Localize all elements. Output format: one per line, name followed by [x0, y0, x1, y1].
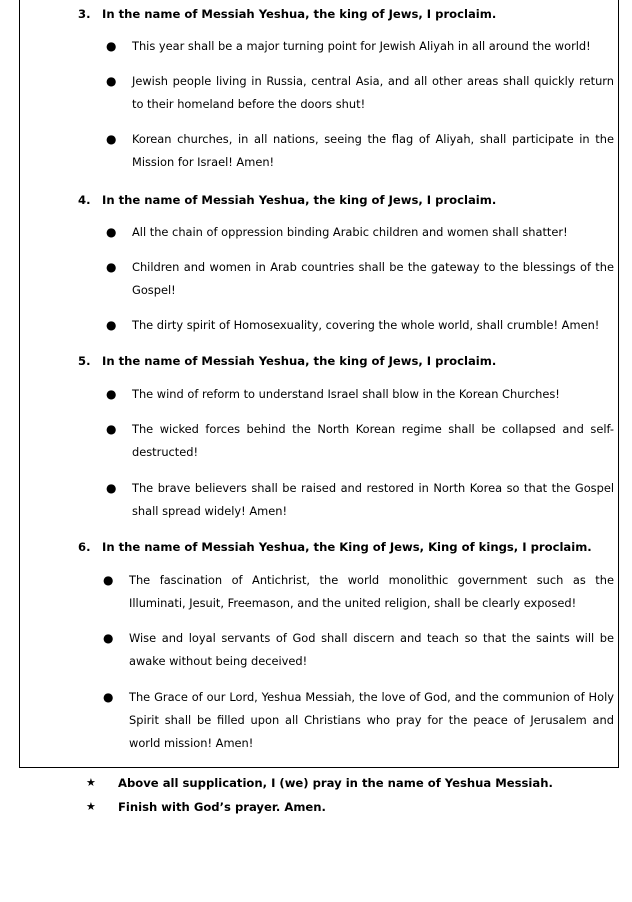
bullet-icon: ●: [106, 387, 117, 401]
list-item-text: The Grace of our Lord, Yeshua Messiah, the love of God, and the communion of Holy Spirit shall be filled upon all Christians who pray for the peace of Jerusalem and world mission! Amen!: [129, 690, 614, 750]
list-item-text: The wind of reform to understand Israel shall blow in the Korean Churches!: [132, 387, 560, 401]
bullet-icon: ●: [103, 690, 114, 704]
star-icon: ★: [86, 776, 96, 789]
bullet-icon: ●: [106, 132, 117, 146]
footer-text: Above all supplication, I (we) pray in the name of Yeshua Messiah.: [118, 776, 553, 790]
bullet-icon: ●: [106, 39, 117, 53]
proclamation-box: [19, 0, 619, 768]
list-item-text: The brave believers shall be raised and restored in North Korea so that the Gospel shall spread widely! Amen!: [132, 481, 614, 518]
bullet-icon: ●: [106, 260, 117, 274]
bullet-icon: ●: [106, 422, 117, 436]
star-icon: ★: [86, 800, 96, 813]
list-item-text: The fascination of Antichrist, the world monolithic government such as the Illuminati, Jesuit, Freemason, and the united religion, shall be clearly exposed!: [129, 573, 614, 610]
list-item-text: All the chain of oppression binding Arabic children and women shall shatter!: [132, 225, 568, 239]
section-heading-text: In the name of Messiah Yeshua, the King of Jews, King of kings, I proclaim.: [102, 540, 592, 554]
section-heading-text: In the name of Messiah Yeshua, the king of Jews, I proclaim.: [102, 7, 497, 21]
list-item-text: Children and women in Arab countries shall be the gateway to the blessings of the Gospel!: [132, 260, 614, 297]
bullet-icon: ●: [103, 631, 114, 645]
section-heading-text: In the name of Messiah Yeshua, the king of Jews, I proclaim.: [102, 193, 497, 207]
bullet-icon: ●: [106, 74, 117, 88]
bullet-icon: ●: [106, 318, 117, 332]
footer-text: Finish with God’s prayer. Amen.: [118, 800, 326, 814]
section-number: 4.: [78, 193, 91, 207]
list-item-text: The wicked forces behind the North Korean regime shall be collapsed and self-destructed!: [132, 422, 614, 459]
list-item-text: Jewish people living in Russia, central Asia, and all other areas shall quickly return to their homeland before the doors shut!: [132, 74, 614, 111]
section-heading-text: In the name of Messiah Yeshua, the king of Jews, I proclaim.: [102, 354, 497, 368]
section-number: 5.: [78, 354, 91, 368]
section-number: 3.: [78, 7, 91, 21]
list-item-text: The dirty spirit of Homosexuality, covering the whole world, shall crumble! Amen!: [132, 318, 600, 332]
list-item-text: Korean churches, in all nations, seeing the flag of Aliyah, shall participate in the Mission for Israel! Amen!: [132, 132, 614, 169]
list-item-text: This year shall be a major turning point for Jewish Aliyah in all around the world!: [132, 39, 591, 53]
list-item-text: Wise and loyal servants of God shall discern and teach so that the saints will be awake without being deceived!: [129, 631, 614, 668]
bullet-icon: ●: [103, 573, 114, 587]
bullet-icon: ●: [106, 225, 117, 239]
section-number: 6.: [78, 540, 91, 554]
bullet-icon: ●: [106, 481, 117, 495]
